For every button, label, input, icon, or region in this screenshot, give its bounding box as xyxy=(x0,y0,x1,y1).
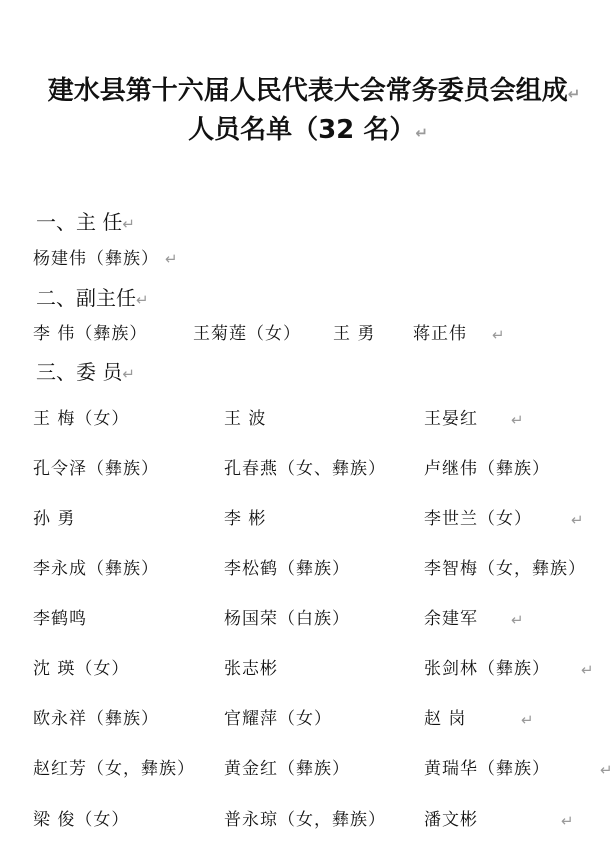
member-name: 余建军 xyxy=(424,609,478,629)
paragraph-mark-icon: ↵ xyxy=(521,711,534,729)
section-heading-text: 三、委 员 xyxy=(36,360,123,384)
vice-director-name: 李 伟（彝族） xyxy=(33,324,148,344)
paragraph-mark-icon: ↵ xyxy=(122,365,135,383)
member-name: 王晏红 xyxy=(424,409,478,429)
paragraph-mark-icon: ↵ xyxy=(511,411,524,429)
member-name: 张剑林（彝族） xyxy=(424,659,550,679)
document-title-line-2 xyxy=(0,112,616,151)
paragraph-mark-icon: ↵ xyxy=(511,611,524,629)
section-vice-heading xyxy=(36,286,149,312)
vice-director-name: 王 勇 xyxy=(333,324,376,344)
member-name: 孙 勇 xyxy=(33,509,76,529)
director-name-line xyxy=(33,248,178,270)
paragraph-mark-icon: ↵ xyxy=(571,511,584,529)
member-name: 赵 岗 xyxy=(424,709,467,729)
paragraph-mark-icon: ↵ xyxy=(581,661,594,679)
member-name: 黄瑞华（彝族） xyxy=(424,759,550,779)
member-name: 潘文彬 xyxy=(424,810,478,830)
section-members-heading xyxy=(36,360,135,386)
member-name: 黄金红（彝族） xyxy=(224,759,350,779)
member-name: 沈 瑛（女） xyxy=(33,659,130,679)
member-name: 李 彬 xyxy=(224,509,267,529)
member-name: 孔令泽（彝族） xyxy=(33,459,159,479)
vice-director-name: 王菊莲（女） xyxy=(193,324,301,344)
title-text-1: 建水县第十六届人民代表大会常务委员会组成 xyxy=(47,76,568,106)
member-name: 张志彬 xyxy=(224,659,278,679)
paragraph-mark-icon: ↵ xyxy=(600,761,613,779)
member-name: 李鹤鸣 xyxy=(33,609,87,629)
member-name: 孔春燕（女、彝族） xyxy=(224,459,386,479)
member-name: 杨国荣（白族） xyxy=(224,609,350,629)
member-name: 欧永祥（彝族） xyxy=(33,709,159,729)
section-heading-text: 二、副主任 xyxy=(36,286,136,310)
title-text-2: 人员名单（32 名） xyxy=(188,115,416,145)
paragraph-mark-icon: ↵ xyxy=(492,326,505,344)
member-name: 李智梅（女，彝族） xyxy=(424,559,586,579)
member-name: 赵红芳（女，彝族） xyxy=(33,759,195,779)
paragraph-mark-icon: ↵ xyxy=(165,250,178,268)
director-name: 杨建伟（彝族） xyxy=(33,249,159,269)
member-name: 卢继伟（彝族） xyxy=(424,459,550,479)
member-name: 王 梅（女） xyxy=(33,409,130,429)
member-name: 普永琼（女，彝族） xyxy=(224,810,386,830)
paragraph-mark-icon: ↵ xyxy=(561,812,574,830)
member-name: 李世兰（女） xyxy=(424,509,532,529)
vice-director-name: 蒋正伟 xyxy=(413,324,467,344)
section-director-heading xyxy=(36,210,135,236)
paragraph-mark-icon: ↵ xyxy=(415,124,428,142)
paragraph-mark-icon: ↵ xyxy=(122,215,135,233)
member-name: 王 波 xyxy=(224,409,267,429)
member-name: 李永成（彝族） xyxy=(33,559,159,579)
document-title-line-1 xyxy=(6,73,616,112)
member-name: 梁 俊（女） xyxy=(33,810,130,830)
section-heading-text: 一、主 任 xyxy=(36,210,123,234)
member-name: 李松鹤（彝族） xyxy=(224,559,350,579)
paragraph-mark-icon: ↵ xyxy=(567,85,581,103)
paragraph-mark-icon: ↵ xyxy=(136,291,149,309)
member-name: 官耀萍（女） xyxy=(224,709,332,729)
